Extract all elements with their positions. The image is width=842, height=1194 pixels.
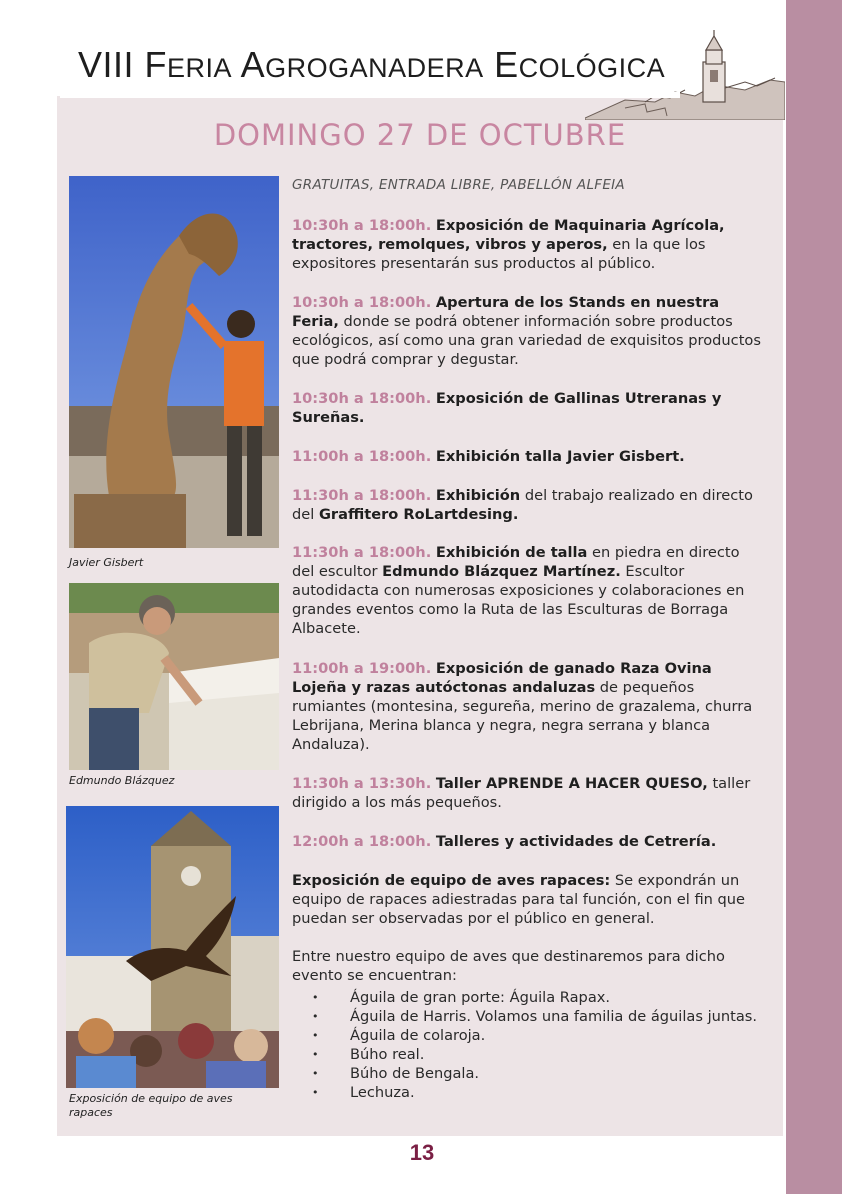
event-time: 11:00h a 19:00h. [292,660,432,677]
event-time: 11:30h a 18:00h. [292,544,432,561]
event-item [292,216,762,273]
raptors-list [292,988,762,1102]
list-item: • Búho real. [292,1045,762,1064]
photo-javier-gisbert [69,176,279,548]
event-title: Exposición de ganado Raza Ovina Lojeña y razas autóctonas andaluzas [292,660,712,696]
raptors-exhibit [292,871,762,928]
list-item: • Águila de colaroja. [292,1026,762,1045]
event-title: Exhibición [435,487,521,504]
photo-edmundo-blazquez [69,583,279,770]
caption-edmundo-blazquez: Edmundo Blázquez [69,774,175,787]
event-description: en piedra en directo del escultor [292,544,740,580]
event-description: taller dirigido a los más pequeños. [292,775,751,811]
title-part: E [483,44,519,85]
caption-aves-rapaces: Exposición de equipo de aves rapaces [69,1092,233,1119]
event-title: Exhibición de talla [435,544,588,561]
raptors-intro: Entre nuestro equipo de aves que destinaremos para dicho evento se encuentran: [292,948,725,984]
event-item [292,543,762,638]
stone-carver-image [69,583,279,770]
event-item [292,659,762,754]
event-item [292,832,762,851]
horse-sculpture-image [69,176,279,548]
header-brush-stroke [60,92,680,98]
event-time: 10:30h a 18:00h. [292,217,432,234]
event-time: 11:30h a 13:30h. [292,775,432,792]
town-sketch-illustration [585,30,785,120]
raptors-description: Se expondrán un equipo de rapaces adiestradas para tal función, con el fin que puedan ser observadas por el público en general. [292,872,746,927]
title-part: VIII [78,44,145,85]
event-item [292,447,762,466]
event-item [292,293,762,369]
event-title: Apertura de los Stands en nuestra Feria, [292,294,720,330]
event-title: Exhibición talla Javier Gisbert. [435,448,685,465]
event-description: en la que los expositores presentarán sus productos al público. [292,236,706,272]
decorative-sidebar-strip [786,0,842,1194]
event-item [292,389,762,427]
event-time: 11:30h a 18:00h. [292,487,432,504]
event-title: Exposición de Maquinaria Agrícola, tractores, remolques, vibros y aperos, [292,217,725,253]
event-title: Taller APRENDE A HACER QUESO, [435,775,708,792]
raptors-title: Exposición de equipo de aves rapaces: [292,872,611,889]
title-part: A [232,44,266,85]
list-item: • Lechuza. [292,1083,762,1102]
title-part: COLÓGICA [518,53,666,83]
title-part: F [144,44,168,85]
title-part: ERIA [167,53,233,83]
page-header [0,0,786,120]
list-item: • Águila de Harris. Volamos una familia de águilas juntas. [292,1007,762,1026]
event-highlight: Edmundo Blázquez Martínez. [382,563,621,580]
event-time: 11:00h a 18:00h. [292,448,432,465]
event-time: 10:30h a 18:00h. [292,294,432,311]
event-description: donde se podrá obtener información sobre productos ecológicos, así como una gran variedad de exquisitos productos que podrá comprar y degustar. [292,313,761,368]
list-item: • Búho de Bengala. [292,1064,762,1083]
event-item [292,774,762,812]
event-item [292,486,762,524]
event-time: 10:30h a 18:00h. [292,390,432,407]
event-highlight: Graffitero RoLartdesing. [318,506,519,523]
event-description: del trabajo realizado en directo del [292,487,753,523]
event-description-extra: Escultor autodidacta con numerosas exposiciones y colaboraciones en grandes eventos como la Ruta de las Esculturas de Borraga Albacete. [292,563,745,637]
caption-javier-gisbert: Javier Gisbert [69,556,144,569]
event-title: Talleres y actividades de Cetrería. [435,833,717,850]
page-number: 13 [409,1140,435,1165]
subtitle: GRATUITAS, ENTRADA LIBRE, PABELLÓN ALFEIA [292,177,625,193]
day-title: DOMINGO 27 DE OCTUBRE [213,118,627,152]
event-time: 12:00h a 18:00h. [292,833,432,850]
falconry-image [66,806,279,1088]
list-item: • Águila de gran porte: Águila Rapax. [292,988,762,1007]
fair-title [78,44,665,86]
photo-aves-rapaces [66,806,279,1088]
event-title: Exposición de Gallinas Utreranas y Sureñas. [292,390,722,426]
event-description: de pequeños rumiantes (montesina, segureña, merino de grazalema, churra Lebrijana, Merina blanca y negra, negra serrana y blanca Andaluza). [292,679,753,753]
title-part: GROGANADERA [265,53,484,83]
